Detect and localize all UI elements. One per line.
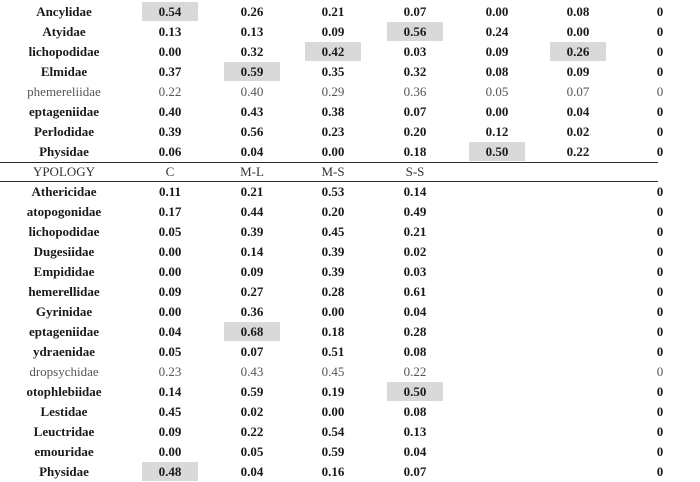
value-cell xyxy=(469,302,525,321)
table-row xyxy=(0,422,700,442)
value-cell: 0 xyxy=(656,384,664,399)
value-cell: 0.03 xyxy=(403,264,427,279)
table-row xyxy=(0,2,700,22)
value-cell xyxy=(469,462,525,481)
value-cell: 0 xyxy=(656,184,664,199)
family-name-cell: lichopodidae xyxy=(28,224,100,239)
value-cell: 0 xyxy=(656,284,664,299)
value-cell: 0.38 xyxy=(321,104,345,119)
value-cell: 0 xyxy=(656,224,664,239)
value-cell: 0.05 xyxy=(485,84,509,99)
value-cell: 0.21 xyxy=(403,224,427,239)
value-cell: 0.14 xyxy=(240,244,264,259)
value-cell: 0 xyxy=(656,24,664,39)
value-cell: 0.32 xyxy=(403,64,427,79)
value-cell xyxy=(550,322,606,341)
table-row xyxy=(0,322,700,342)
value-cell: 0.14 xyxy=(403,184,427,199)
typology-label: YPOLOGY xyxy=(32,164,96,179)
value-cell xyxy=(469,402,525,421)
value-cell: 0.59 xyxy=(224,62,280,81)
family-name-cell: Ancylidae xyxy=(36,4,92,19)
value-cell: 0.59 xyxy=(240,384,264,399)
value-cell: 0 xyxy=(656,404,664,419)
value-cell: 0.43 xyxy=(240,364,264,379)
table-row xyxy=(0,42,700,62)
family-name-cell: Physidae xyxy=(39,144,89,159)
value-cell: 0 xyxy=(656,304,664,319)
value-cell: 0.20 xyxy=(321,204,345,219)
value-cell: 0.09 xyxy=(158,424,182,439)
table-row xyxy=(0,182,700,202)
table-row xyxy=(0,202,700,222)
column-header-c: C xyxy=(165,164,175,179)
value-cell xyxy=(469,422,525,441)
value-cell: 0.09 xyxy=(158,284,182,299)
value-cell: 0.68 xyxy=(224,322,280,341)
family-name-cell: atopogonidae xyxy=(26,204,102,219)
table-row xyxy=(0,62,700,82)
value-cell: 0.00 xyxy=(485,4,509,19)
value-cell xyxy=(550,222,606,241)
family-name-cell: Atyidae xyxy=(42,24,86,39)
table-row xyxy=(0,122,700,142)
value-cell: 0.61 xyxy=(403,284,427,299)
value-cell: 0.00 xyxy=(158,304,182,319)
value-cell xyxy=(550,362,606,381)
value-cell: 0.39 xyxy=(321,244,345,259)
family-name-cell: Gyrinidae xyxy=(35,304,93,319)
value-cell: 0.00 xyxy=(158,444,182,459)
value-cell: 0.04 xyxy=(158,324,182,339)
value-cell: 0.04 xyxy=(403,304,427,319)
value-cell xyxy=(550,202,606,221)
value-cell: 0.05 xyxy=(240,444,264,459)
value-cell: 0.13 xyxy=(403,424,427,439)
value-cell: 0.40 xyxy=(240,84,264,99)
value-cell: 0.04 xyxy=(566,104,590,119)
value-cell xyxy=(469,442,525,461)
value-cell: 0.00 xyxy=(158,44,182,59)
family-name-cell: otophlebiidae xyxy=(26,384,102,399)
table-row xyxy=(0,362,700,382)
value-cell: 0.00 xyxy=(158,264,182,279)
value-cell xyxy=(469,242,525,261)
value-cell: 0.19 xyxy=(321,384,345,399)
value-cell: 0 xyxy=(656,344,664,359)
value-cell: 0.40 xyxy=(158,104,182,119)
value-cell: 0.29 xyxy=(321,84,345,99)
value-cell: 0.08 xyxy=(403,404,427,419)
value-cell: 0.18 xyxy=(403,144,427,159)
value-cell xyxy=(550,382,606,401)
table-row xyxy=(0,282,700,302)
value-cell: 0 xyxy=(656,144,664,159)
value-cell: 0 xyxy=(656,464,664,479)
value-cell: 0 xyxy=(656,264,664,279)
value-cell: 0.08 xyxy=(485,64,509,79)
family-name-cell: Empididae xyxy=(33,264,95,279)
value-cell: 0.54 xyxy=(142,2,198,21)
value-cell: 0.42 xyxy=(305,42,361,61)
value-cell xyxy=(550,282,606,301)
value-cell: 0.45 xyxy=(158,404,182,419)
value-cell: 0.13 xyxy=(158,24,182,39)
family-name-cell: emouridae xyxy=(34,444,94,459)
table-row xyxy=(0,302,700,322)
value-cell xyxy=(469,282,525,301)
family-name-cell: eptageniidae xyxy=(28,104,100,119)
value-cell: 0.17 xyxy=(158,204,182,219)
value-cell: 0.26 xyxy=(550,42,606,61)
value-cell: 0.39 xyxy=(240,224,264,239)
family-name-cell: Perlodidae xyxy=(34,124,94,139)
table-row xyxy=(0,142,700,162)
value-cell: 0.36 xyxy=(240,304,264,319)
value-cell: 0.59 xyxy=(321,444,345,459)
value-cell: 0.37 xyxy=(158,64,182,79)
table-row xyxy=(0,382,700,402)
value-cell xyxy=(550,402,606,421)
family-name-cell: eptageniidae xyxy=(28,324,100,339)
table-row xyxy=(0,262,700,282)
value-cell: 0.07 xyxy=(403,464,427,479)
value-cell: 0 xyxy=(656,324,664,339)
value-cell xyxy=(469,362,525,381)
value-cell: 0 xyxy=(656,4,664,19)
value-cell xyxy=(550,442,606,461)
value-cell: 0.22 xyxy=(240,424,264,439)
value-cell: 0 xyxy=(656,244,664,259)
value-cell: 0.32 xyxy=(240,44,264,59)
value-cell xyxy=(469,382,525,401)
value-cell: 0.04 xyxy=(240,464,264,479)
value-cell: 0.00 xyxy=(321,304,345,319)
column-header-m-s: M-S xyxy=(321,164,345,179)
family-name-cell: Lestidae xyxy=(40,404,88,419)
value-cell: 0.05 xyxy=(158,224,182,239)
value-cell: 0.09 xyxy=(566,64,590,79)
value-cell: 0.36 xyxy=(403,84,427,99)
value-cell: 0 xyxy=(656,204,664,219)
value-cell: 0.05 xyxy=(158,344,182,359)
value-cell: 0.56 xyxy=(240,124,264,139)
table-row xyxy=(0,462,700,482)
value-cell: 0.02 xyxy=(566,124,590,139)
value-cell: 0.02 xyxy=(240,404,264,419)
value-cell: 0.09 xyxy=(485,44,509,59)
family-name-cell: lichopodidae xyxy=(28,44,100,59)
value-cell: 0.04 xyxy=(403,444,427,459)
value-cell xyxy=(550,422,606,441)
value-cell: 0 xyxy=(656,124,664,139)
value-cell xyxy=(469,342,525,361)
value-cell: 0.54 xyxy=(321,424,345,439)
value-cell: 0.04 xyxy=(240,144,264,159)
value-cell: 0.20 xyxy=(403,124,427,139)
table-row xyxy=(0,442,700,462)
family-name-cell: Elmidae xyxy=(40,64,88,79)
value-cell xyxy=(469,222,525,241)
value-cell: 0.56 xyxy=(387,22,443,41)
value-cell: 0.27 xyxy=(240,284,264,299)
value-cell xyxy=(550,262,606,281)
value-cell: 0.53 xyxy=(321,184,345,199)
value-cell: 0 xyxy=(656,84,664,99)
value-cell: 0.16 xyxy=(321,464,345,479)
family-name-cell: Physidae xyxy=(39,464,89,479)
value-cell xyxy=(469,262,525,281)
value-cell: 0.21 xyxy=(240,184,264,199)
value-cell: 0.12 xyxy=(485,124,509,139)
value-cell: 0.00 xyxy=(485,104,509,119)
family-name-cell: Dugesiidae xyxy=(33,244,95,259)
table-row xyxy=(0,242,700,262)
table-row xyxy=(0,342,700,362)
family-name-cell: dropsychidae xyxy=(29,364,99,379)
value-cell: 0.50 xyxy=(469,142,525,161)
value-cell: 0.14 xyxy=(158,384,182,399)
value-cell: 0.45 xyxy=(321,224,345,239)
value-cell: 0.07 xyxy=(240,344,264,359)
value-cell: 0 xyxy=(656,364,664,379)
value-cell xyxy=(550,342,606,361)
value-cell: 0.28 xyxy=(403,324,427,339)
value-cell: 0.24 xyxy=(485,24,509,39)
value-cell: 0.23 xyxy=(321,124,345,139)
family-name-cell: ydraenidae xyxy=(32,344,96,359)
value-cell: 0 xyxy=(656,44,664,59)
value-cell: 0 xyxy=(656,424,664,439)
family-name-cell: hemerellidae xyxy=(28,284,100,299)
value-cell: 0.39 xyxy=(158,124,182,139)
table-row xyxy=(0,82,700,102)
value-cell: 0.13 xyxy=(240,24,264,39)
value-cell: 0.26 xyxy=(240,4,264,19)
value-cell: 0.00 xyxy=(566,24,590,39)
family-name-cell: phemereliidae xyxy=(27,84,101,99)
value-cell: 0.03 xyxy=(403,44,427,59)
value-cell: 0.51 xyxy=(321,344,345,359)
table-row xyxy=(0,22,700,42)
value-cell: 0 xyxy=(656,444,664,459)
value-cell: 0.07 xyxy=(566,84,590,99)
value-cell: 0.07 xyxy=(403,104,427,119)
value-cell xyxy=(469,202,525,221)
value-cell xyxy=(469,322,525,341)
family-name-cell: Athericidae xyxy=(31,184,97,199)
column-header-m-l: M-L xyxy=(240,164,264,179)
value-cell: 0.22 xyxy=(403,364,427,379)
value-cell: 0.07 xyxy=(403,4,427,19)
family-name-cell: Leuctridae xyxy=(33,424,95,439)
value-cell: 0.06 xyxy=(158,144,182,159)
value-cell xyxy=(550,462,606,481)
value-cell: 0.23 xyxy=(158,364,182,379)
value-cell: 0.18 xyxy=(321,324,345,339)
value-cell: 0.09 xyxy=(321,24,345,39)
value-cell: 0.44 xyxy=(240,204,264,219)
value-cell: 0.50 xyxy=(387,382,443,401)
typology-header-row xyxy=(0,162,700,182)
value-cell xyxy=(550,182,606,201)
value-cell: 0.39 xyxy=(321,264,345,279)
value-cell: 0.08 xyxy=(403,344,427,359)
value-cell: 0.09 xyxy=(240,264,264,279)
value-cell: 0.08 xyxy=(566,4,590,19)
value-cell: 0.43 xyxy=(240,104,264,119)
value-cell: 0 xyxy=(656,64,664,79)
value-cell xyxy=(550,242,606,261)
column-header-s-s: S-S xyxy=(405,164,425,179)
table-row xyxy=(0,222,700,242)
value-cell: 0.00 xyxy=(321,404,345,419)
value-cell: 0.21 xyxy=(321,4,345,19)
value-cell: 0.22 xyxy=(566,144,590,159)
value-cell xyxy=(469,182,525,201)
value-cell: 0.22 xyxy=(158,84,182,99)
value-cell: 0.35 xyxy=(321,64,345,79)
value-cell: 0.28 xyxy=(321,284,345,299)
value-cell: 0.45 xyxy=(321,364,345,379)
value-cell: 0.00 xyxy=(158,244,182,259)
value-cell: 0 xyxy=(656,104,664,119)
value-cell: 0.02 xyxy=(403,244,427,259)
table-row xyxy=(0,102,700,122)
value-cell: 0.00 xyxy=(321,144,345,159)
value-cell xyxy=(550,302,606,321)
table-row xyxy=(0,402,700,422)
value-cell: 0.49 xyxy=(403,204,427,219)
value-cell: 0.11 xyxy=(158,184,182,199)
value-cell: 0.48 xyxy=(142,462,198,481)
